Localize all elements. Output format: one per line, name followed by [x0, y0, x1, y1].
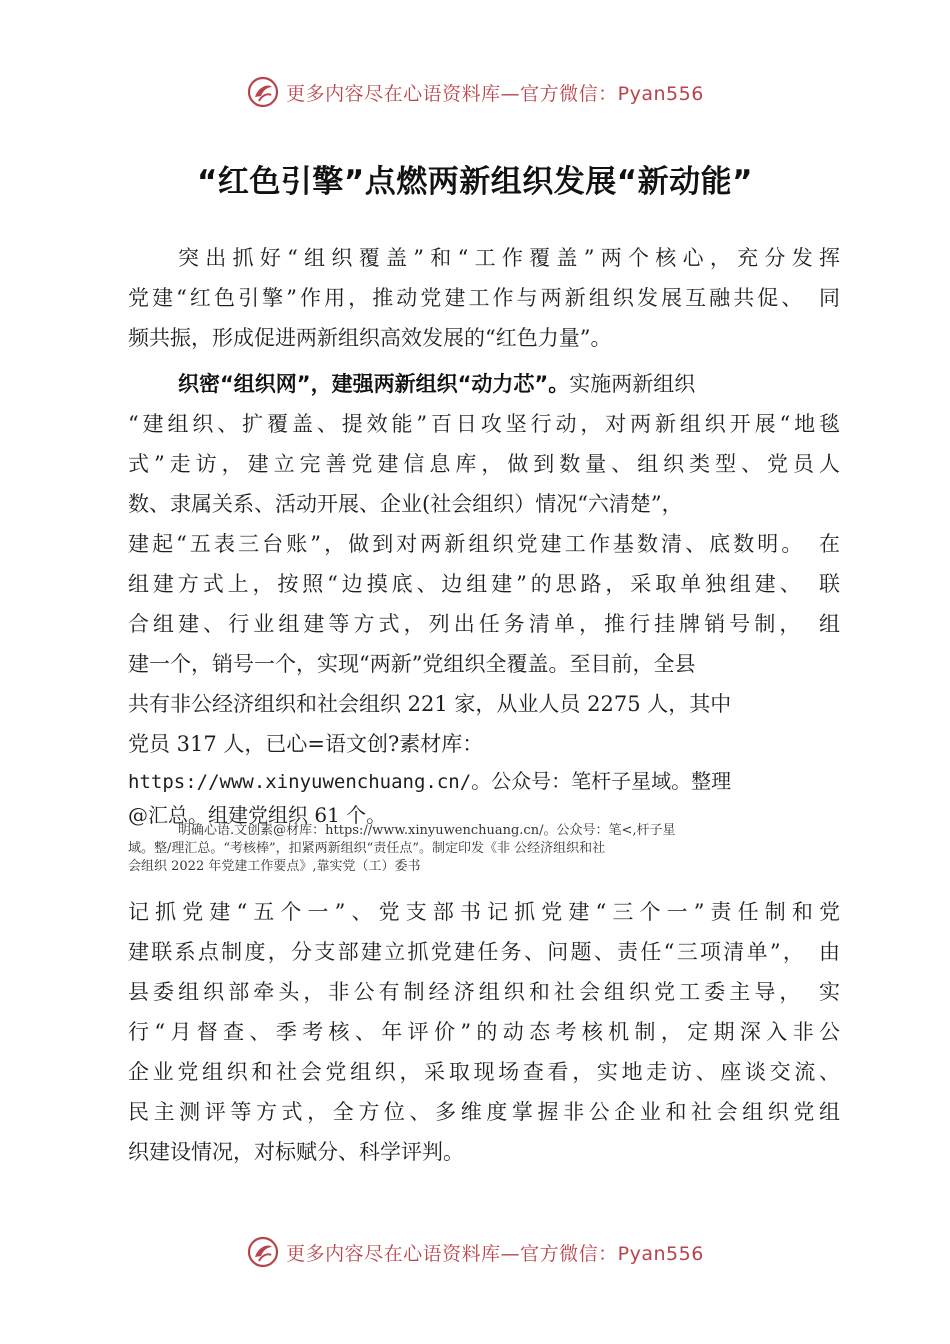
section-1-line: 式”走访，建立完善党建信息库，做到数量、组织类型、党员人 — [128, 452, 840, 476]
section-1-last-line: @汇总。组建党组织 61 个。 — [128, 803, 387, 827]
source-url-text: https://www.xinyuwenchuang.cn/ — [128, 771, 472, 793]
section-1-first-line-text: 实施两新组织 — [569, 372, 696, 396]
section-1-paragraph — [128, 364, 840, 832]
small-note — [128, 822, 840, 876]
small-note-line: 域。整/理汇总。“考核棒”，扣紧两新组织“责任点”。制定印发《非 公经济组织和社 — [128, 841, 606, 856]
section-1-line: 合组建、行业组建等方式，列出任务清单，推行挂牌销号制， 组 — [128, 612, 840, 636]
section-1-line: “建组织、扩覆盖、提效能”百日攻坚行动，对两新组织开展“地毯 — [128, 412, 840, 436]
banner-text: 更多内容尽在心语资料库—官方微信：Pyan556 — [286, 1242, 704, 1265]
intro-line: 突出抓好“组织覆盖”和“工作覆盖”两个核心，充分发挥 — [178, 246, 840, 270]
section-1-line: 建一个，销号一个，实现“两新”党组织全覆盖。至目前，全县 — [128, 652, 696, 676]
intro-paragraph — [128, 238, 840, 358]
footer-banner — [0, 1232, 950, 1272]
small-note-line: 明确心语.文创素@材库：https://www.xinyuwenchuang.cn/。公众号：笔<,杆子星 — [178, 823, 676, 838]
section-1-heading: 织密“组织网”，建强两新组织“动力芯”。 — [178, 372, 570, 396]
small-note-line: 会组织 2022 年党建工作要点》,靠实党（工）委书 — [128, 859, 421, 874]
page-title: “红色引擎”点燃两新组织发展“新动能” — [197, 164, 753, 200]
section-2-line: 企业党组织和社会党组织，采取现场查看，实地走访、座谈交流、 — [128, 1060, 840, 1084]
intro-line: 党建“红色引擎”作用，推动党建工作与两新组织发展互融共促、 同 — [128, 286, 840, 310]
red-swirl-logo-icon — [246, 1235, 280, 1269]
section-2-paragraph — [128, 892, 840, 1172]
header-banner — [0, 72, 950, 112]
section-2-line: 县委组织部牵头，非公有制经济组织和社会组织党工委主导， 实 — [128, 980, 840, 1004]
section-1-url-line-rest: 。公众号：笔杆子星域。整理 — [471, 769, 732, 793]
section-1-line: 建起“五表三台账”，做到对两新组织党建工作基数清、底数明。 在 — [128, 532, 840, 556]
section-2-line: 民主测评等方式，全方位、多维度掌握非公企业和社会组织党组 — [128, 1100, 840, 1124]
section-1-url-line — [128, 764, 840, 798]
section-1-first-line — [128, 364, 840, 404]
intro-line: 频共振，形成促进两新组织高效发展的“红色力量”。 — [128, 326, 612, 350]
section-2-line: 织建设情况，对标赋分、科学评判。 — [128, 1140, 464, 1164]
section-1-line: 共有非公经济组织和社会组织 221 家，从业人员 2275 人，其中 — [128, 692, 732, 716]
red-swirl-logo-icon — [246, 75, 280, 109]
section-2-line: 建联系点制度，分支部建立抓党建任务、问题、责任“三项清单”， 由 — [128, 940, 840, 964]
banner-text: 更多内容尽在心语资料库—官方微信：Pyan556 — [286, 82, 704, 105]
section-1-line: 党员 317 人，已心=语文创?素材库： — [128, 732, 484, 756]
section-1-line: 数、隶属关系、活动开展、企业(社会组织）情况“六清楚”， — [128, 492, 683, 516]
section-2-line: 记抓党建“五个一”、党支部书记抓党建“三个一”责任制和党 — [128, 900, 840, 924]
section-1-line: 组建方式上，按照“边摸底、边组建”的思路，采取单独组建、 联 — [128, 572, 840, 596]
section-2-line: 行“月督查、季考核、年评价”的动态考核机制，定期深入非公 — [128, 1020, 840, 1044]
